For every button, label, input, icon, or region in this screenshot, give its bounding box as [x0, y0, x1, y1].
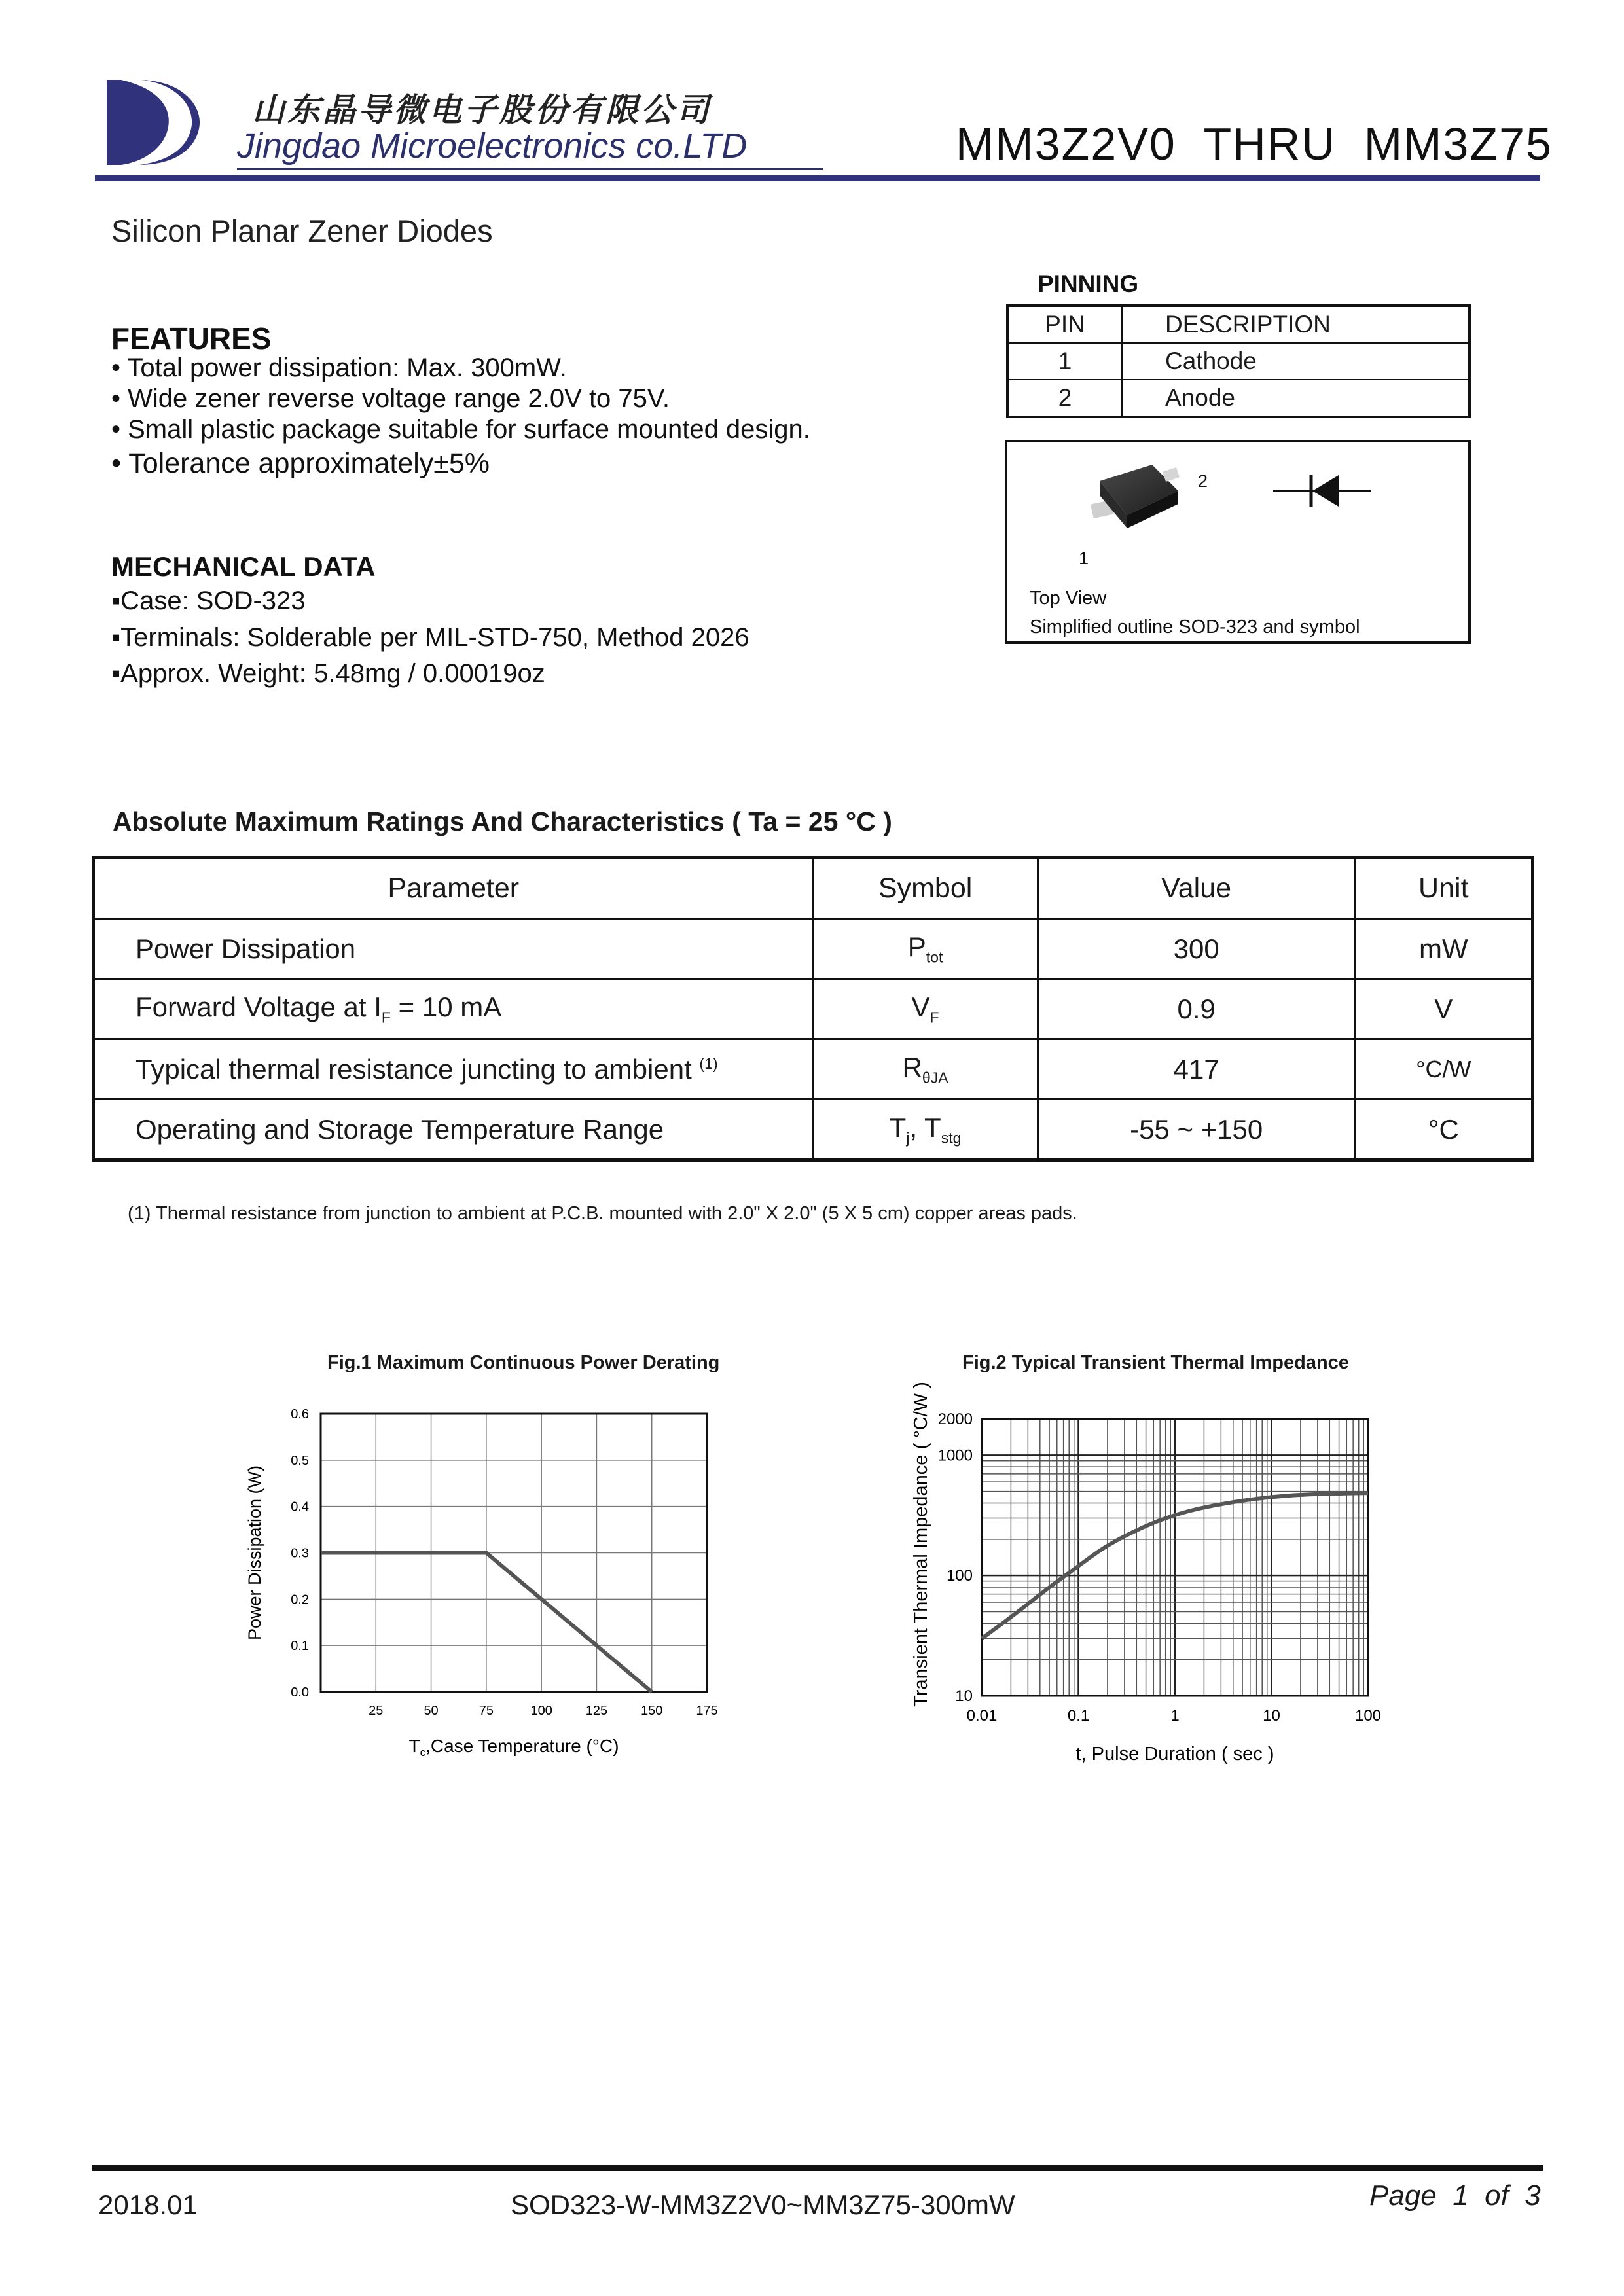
footer-date: 2018.01: [98, 2189, 198, 2220]
mechanical-heading: MECHANICAL DATA: [111, 551, 376, 582]
pin-header: PIN: [1007, 306, 1122, 343]
y-tick-label: 2000: [937, 1410, 973, 1428]
table-row: [94, 979, 1533, 1039]
x-tick-label: 125: [585, 1704, 608, 1718]
footer-page-number: Page 1 of 3: [1369, 2179, 1541, 2212]
description-header: DESCRIPTION: [1122, 306, 1470, 343]
x-axis-label: $T_c,Case$ Temperature (°C): [408, 1736, 619, 1759]
y-tick-label: 0.0: [291, 1685, 309, 1700]
company-logo: [101, 73, 206, 171]
y-tick-label: 0.4: [291, 1499, 309, 1515]
company-underline: [237, 168, 823, 170]
package-pin2-label: 2: [1198, 471, 1208, 491]
x-tick-label: 25: [369, 1704, 384, 1718]
feature-item: • Tolerance approximately±5%: [111, 448, 490, 479]
symbol-cell: $T_j$, $T_{stg}$: [813, 1100, 1038, 1160]
package-caption-outline: Simplified outline SOD-323 and symbol: [1030, 617, 1360, 637]
ratings-title: Absolute Maximum Ratings And Characteristics ( Ta = 25 °C ): [113, 806, 892, 836]
table-row: [1007, 380, 1470, 417]
features-heading: FEATURES: [111, 321, 272, 355]
parameter-cell: Forward Voltage at $I_F = 10$ mA: [94, 979, 813, 1039]
mechanical-item: ▪Terminals: Solderable per MIL-STD-750, Method 2026: [111, 623, 749, 652]
symbol-cell: $V_F$: [813, 979, 1038, 1039]
mechanical-item: ▪Approx. Weight: 5.48mg / 0.00019oz: [111, 659, 545, 688]
symbol-cell: $P_{tot}$: [813, 919, 1038, 979]
unit-cell: V: [1355, 979, 1532, 1039]
y-tick-label: 10: [955, 1687, 973, 1705]
feature-item: • Small plastic package suitable for surface mounted design.: [111, 415, 810, 444]
pinning-title: PINNING: [1038, 270, 1139, 297]
fig1-chart: [236, 1401, 759, 1767]
table-row: [1007, 306, 1470, 343]
package-outline-box: [1005, 440, 1471, 644]
table-row: [94, 1039, 1533, 1100]
header-rule: [95, 175, 1540, 181]
pin-description: Anode: [1165, 384, 1235, 411]
symbol-cell: $R_{\theta JA}$: [813, 1039, 1038, 1100]
x-tick-label: 150: [641, 1704, 663, 1718]
table-header-row: [94, 858, 1533, 919]
unit-header: Unit: [1355, 858, 1532, 919]
parameter-cell: Power Dissipation: [94, 919, 813, 979]
unit-cell: °C: [1355, 1100, 1532, 1160]
feature-item: • Total power dissipation: Max. 300mW.: [111, 353, 567, 382]
ratings-table: [92, 856, 1534, 1162]
y-tick-label: 1000: [937, 1446, 973, 1465]
value-cell: 0.9: [1038, 979, 1355, 1039]
footer-rule: [92, 2165, 1543, 2171]
y-tick-label: 0.5: [291, 1453, 309, 1468]
package-caption-top-view: Top View: [1030, 588, 1107, 609]
y-tick-label: 0.3: [291, 1546, 309, 1561]
table-row: [94, 919, 1533, 979]
x-tick-label: 1: [1170, 1707, 1180, 1725]
pin-number: 2: [1007, 380, 1122, 417]
x-tick-label: 0.1: [1067, 1707, 1090, 1725]
value-cell: 300: [1038, 919, 1355, 979]
y-axis-label: Power Dissipation (W): [245, 1465, 264, 1641]
y-tick-label: 0.2: [291, 1592, 309, 1607]
x-tick-label: 100: [530, 1704, 552, 1718]
parameter-cell: Typical thermal resistance juncting to ambient $^{(1)}$: [94, 1039, 813, 1100]
value-cell: -55 ~ +150: [1038, 1100, 1355, 1160]
ratings-footnote: (1) Thermal resistance from junction to ambient at P.C.B. mounted with 2.0" X 2.0" (5 X 5 cm) copper areas pads.: [128, 1203, 1077, 1224]
parameter-header: Parameter: [94, 858, 813, 919]
company-name-english: Jingdao Microelectronics co.LTD: [237, 126, 748, 166]
value-cell: 417: [1038, 1039, 1355, 1100]
parameter-cell: Operating and Storage Temperature Range: [94, 1100, 813, 1160]
x-axis-label: t, Pulse Duration ( sec ): [1075, 1744, 1274, 1765]
document-subtitle: Silicon Planar Zener Diodes: [111, 213, 493, 248]
feature-item: • Wide zener reverse voltage range 2.0V to 75V.: [111, 384, 670, 413]
x-tick-label: 0.01: [966, 1707, 998, 1725]
y-axis-label: Transient Thermal Impedance ( °C/W ): [911, 1382, 931, 1707]
footer-doc-code: SOD323-W-MM3Z2V0~MM3Z75-300mW: [511, 2189, 1015, 2220]
unit-cell: °C/W: [1355, 1039, 1532, 1100]
unit-cell: mW: [1355, 919, 1532, 979]
pin-description: Cathode: [1122, 343, 1470, 380]
x-tick-label: 75: [478, 1704, 494, 1718]
fig2-title: Fig.2 Typical Transient Thermal Impedance: [962, 1352, 1349, 1373]
fig2-chart: [897, 1368, 1407, 1787]
part-range-title: MM3Z2V0 THRU MM3Z75: [956, 118, 1553, 170]
x-tick-label: 100: [1354, 1707, 1382, 1725]
y-tick-label: 0.6: [291, 1407, 309, 1422]
symbol-header: Symbol: [813, 858, 1038, 919]
table-row: [1007, 343, 1470, 380]
company-name-chinese: 山东晶导微电子股份有限公司: [252, 91, 712, 129]
x-tick-label: 175: [696, 1704, 718, 1718]
mechanical-item: ▪Case: SOD-323: [111, 586, 306, 615]
y-tick-label: 0.1: [291, 1639, 309, 1654]
pin-number: 1: [1007, 343, 1122, 380]
pinning-table: [1006, 304, 1471, 418]
table-row: [94, 1100, 1533, 1160]
fig1-title: Fig.1 Maximum Continuous Power Derating: [327, 1352, 720, 1373]
sod323-package-icon: [1080, 455, 1198, 560]
package-pin1-label: 1: [1079, 548, 1089, 568]
x-tick-label: 10: [1263, 1707, 1280, 1725]
y-tick-label: 100: [946, 1567, 973, 1585]
diode-symbol-icon: [1273, 471, 1378, 511]
x-tick-label: 50: [424, 1704, 439, 1718]
value-header: Value: [1038, 858, 1355, 919]
